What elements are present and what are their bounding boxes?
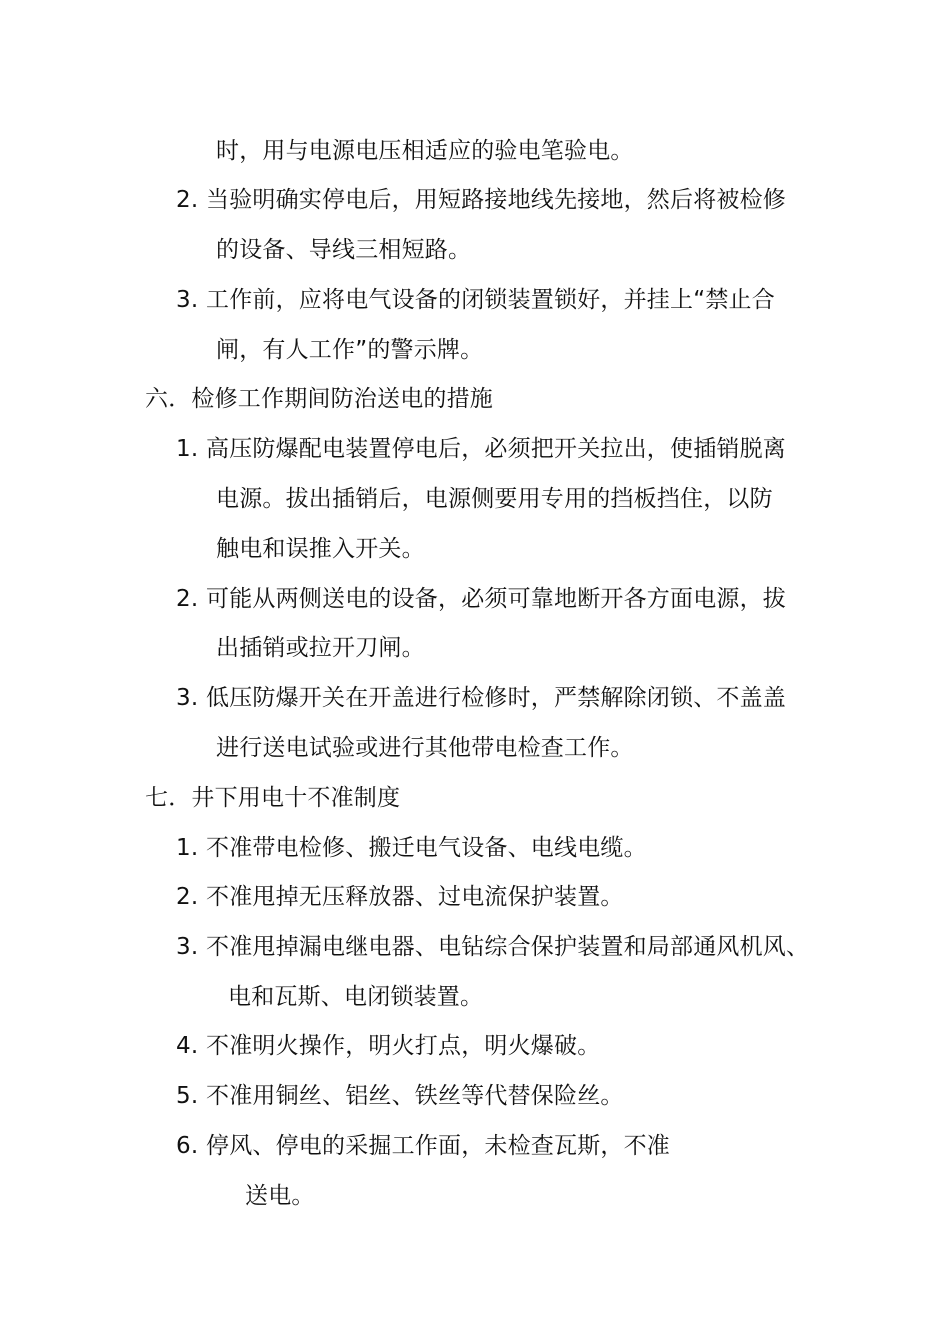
section-6-item-1-line-2: 电源。拔出插销后，电源侧要用专用的挡板挡住，以防 xyxy=(216,486,773,512)
section-6-item-2-line-1: 可能从两侧送电的设备，必须可靠地断开各方面电源，拔 xyxy=(206,586,786,612)
section-7-item-3-number: 3. xyxy=(176,934,199,960)
intro-item-2-line-1: 当验明确实停电后，用短路接地线先接地，然后将被检修 xyxy=(206,187,786,213)
intro-item-3-line-1: 工作前，应将电气设备的闭锁装置锁好，并挂上“禁止合 xyxy=(206,287,775,313)
section-7-item-4-number: 4. xyxy=(176,1033,199,1059)
section-6-item-3-number: 3. xyxy=(176,685,199,711)
section-6-item-1-line-1: 高压防爆配电装置停电后，必须把开关拉出，使插销脱离 xyxy=(206,436,786,462)
section-7-item-4-line-1: 不准明火操作，明火打点，明火爆破。 xyxy=(206,1033,601,1059)
section-7-item-6-line-1: 停风、停电的采掘工作面，未检查瓦斯，不准 xyxy=(206,1133,670,1159)
intro-item-2-number: 2. xyxy=(176,187,199,213)
section-7-item-3-line-2: 电和瓦斯、电闭锁装置。 xyxy=(228,984,484,1010)
section-7-item-1-line-1: 不准带电检修、搬迁电气设备、电线电缆。 xyxy=(206,835,647,861)
section-7-heading: 七．井下用电十不准制度 xyxy=(145,785,401,811)
intro-item-3-line-2: 闸，有人工作”的警示牌。 xyxy=(216,337,484,363)
section-6-item-3-line-1: 低压防爆开关在开盖进行检修时，严禁解除闭锁、不盖盖 xyxy=(206,685,786,711)
section-6-item-1-number: 1. xyxy=(176,436,199,462)
intro-item-2-line-2: 的设备、导线三相短路。 xyxy=(216,237,472,263)
section-7-item-6-number: 6. xyxy=(176,1133,199,1159)
section-6-item-3-line-2: 进行送电试验或进行其他带电检查工作。 xyxy=(216,735,634,761)
section-7-item-6-line-2: 送电。 xyxy=(245,1183,315,1209)
section-7-item-3-line-1: 不准甩掉漏电继电器、电钻综合保护装置和局部通风机风、 xyxy=(206,934,810,960)
section-6-item-2-number: 2. xyxy=(176,586,199,612)
section-6-heading: 六．检修工作期间防治送电的措施 xyxy=(145,386,493,412)
intro-item-3-number: 3. xyxy=(176,287,199,313)
section-6-item-2-line-2: 出插销或拉开刀闸。 xyxy=(216,635,425,661)
section-7-item-2-number: 2. xyxy=(176,884,199,910)
section-7-item-1-number: 1. xyxy=(176,835,199,861)
section-7-item-2-line-1: 不准甩掉无压释放器、过电流保护装置。 xyxy=(206,884,624,910)
section-6-item-1-line-3: 触电和误推入开关。 xyxy=(216,536,425,562)
section-7-item-5-number: 5. xyxy=(176,1083,199,1109)
section-7-item-5-line-1: 不准用铜丝、铝丝、铁丝等代替保险丝。 xyxy=(206,1083,624,1109)
intro-continuation: 时，用与电源电压相适应的验电笔验电。 xyxy=(216,138,634,164)
